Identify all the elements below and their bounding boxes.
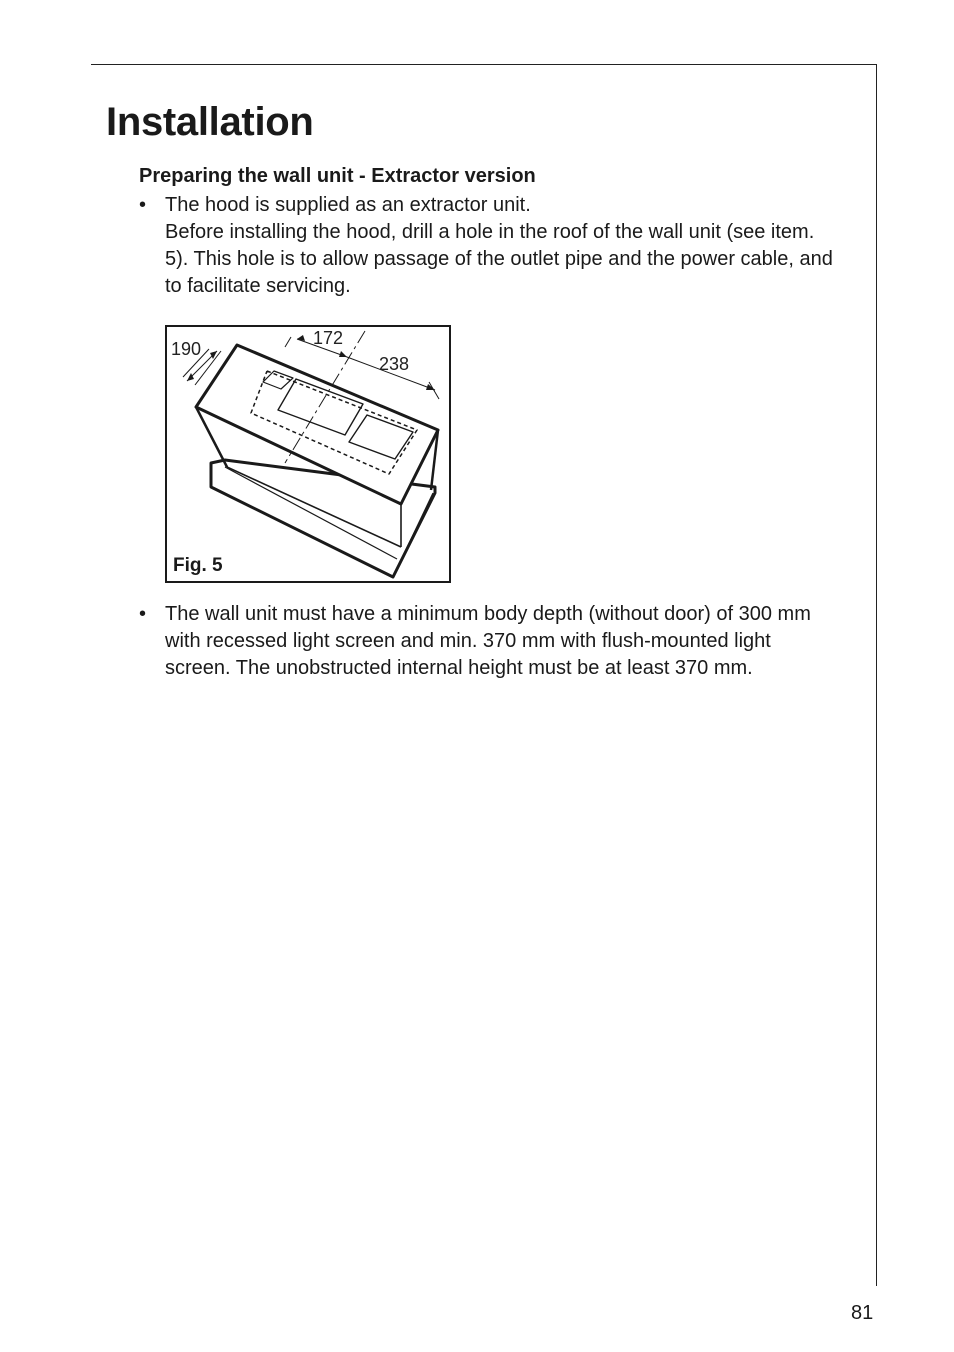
bullet-dot: • — [139, 603, 147, 625]
section-heading: Preparing the wall unit - Extractor version — [139, 165, 536, 187]
bullet-text-paragraph: Before installing the hood, drill a hole in the roof of the wall unit (see item. 5). This hole is to allow passage of the outlet pipe and the power cable, and to facilitate servicing. — [165, 221, 833, 297]
dimension-label-238: 238 — [379, 354, 410, 374]
dimension-label-172: 172 — [313, 328, 344, 348]
dimension-label-190: 190 — [171, 339, 202, 359]
page-number: 81 — [851, 1302, 874, 1324]
bullet-text-line: The hood is supplied as an extractor unit. — [165, 194, 531, 216]
figure-5 — [165, 325, 451, 583]
list-item — [139, 601, 839, 682]
figure-caption: Fig. 5 — [173, 555, 223, 576]
page-title: Installation — [106, 100, 314, 144]
top-rule — [91, 64, 877, 65]
list-item — [139, 192, 839, 300]
bullet-dot: • — [139, 194, 147, 216]
bullet-text-paragraph: The wall unit must have a minimum body depth (without door) of 300 mm with recessed light screen and min. 370 mm with flush-mounted light screen. The unobstructed internal height must be at least 370 mm. — [165, 603, 811, 679]
side-rule — [876, 64, 877, 1286]
